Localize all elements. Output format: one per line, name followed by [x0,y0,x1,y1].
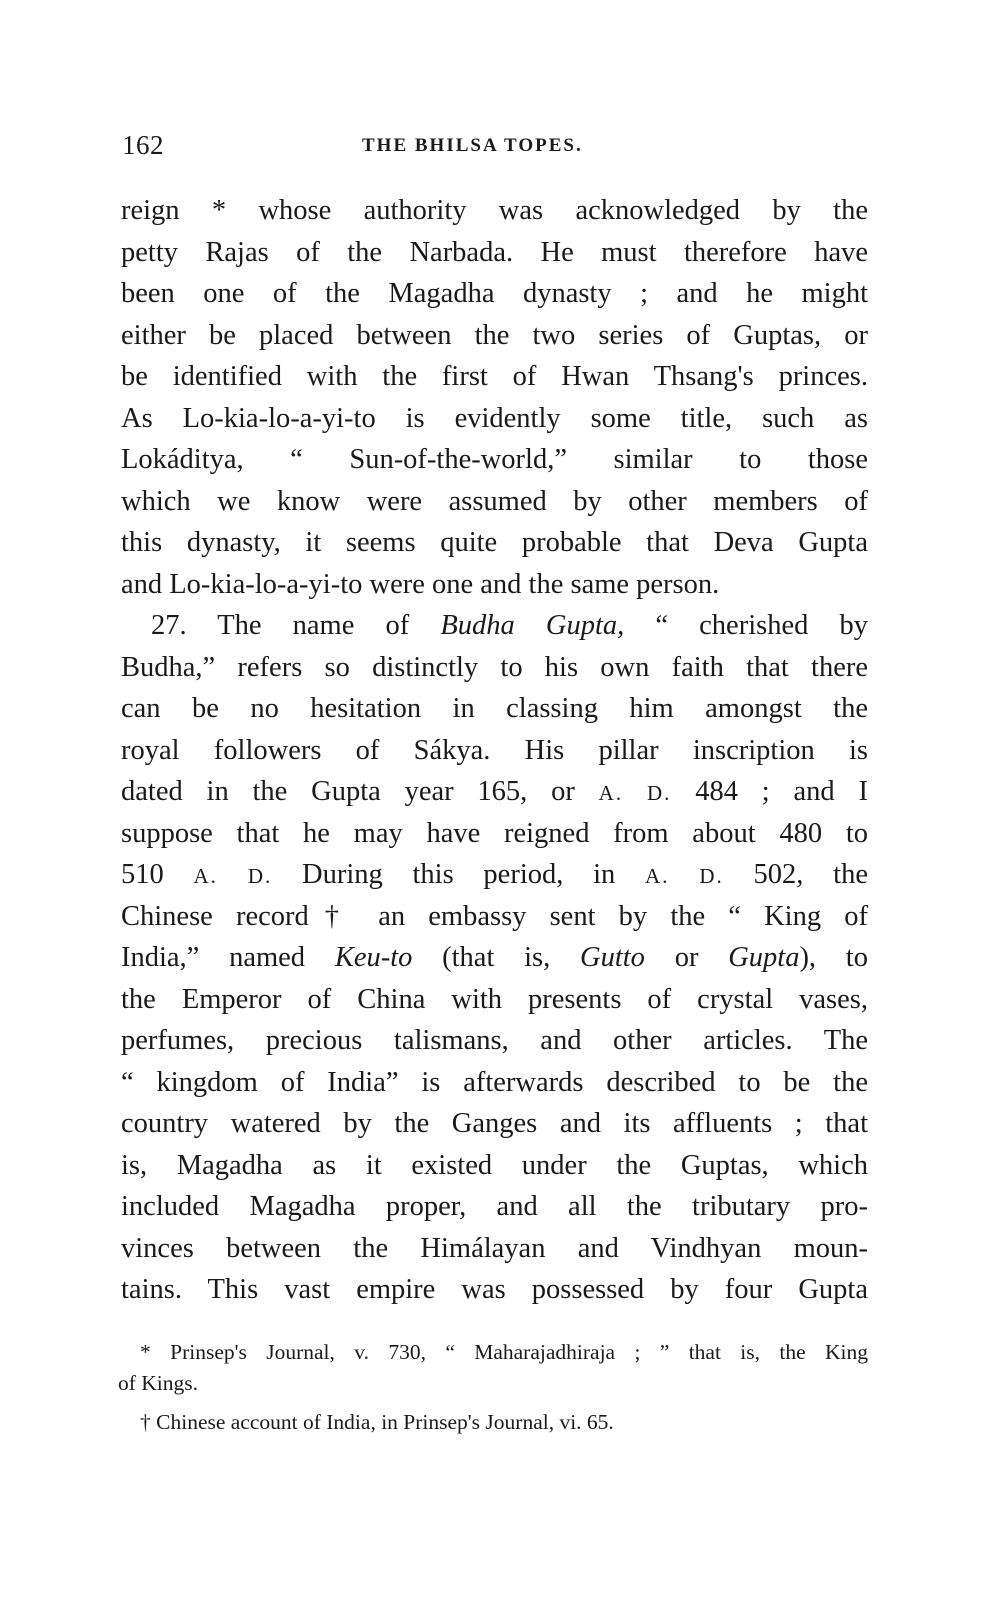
text-line [121,605,868,647]
text-line: reign * whose authority was acknowledged by the [121,195,868,226]
text-run: dated in the Gupta year 165, or [121,776,599,807]
page-number: 162 [122,130,164,160]
italic-name: Keu-to [334,942,413,973]
footnotes [118,1337,868,1438]
text-run: 27. The name of [151,610,441,641]
footnote-line: † Chinese account of India, in Prinsep's Journal, vi. 65. [140,1410,614,1434]
text-line: As Lo-kia-lo-a-yi-to is evidently some title, such as [121,402,868,434]
footnote-line: of Kings. [118,1371,199,1395]
text-line: this dynasty, it seems quite probable that Deva Gupta [121,527,868,558]
italic-name: Gupta [728,942,800,973]
text-line: included Magadha proper, and all the tributary pro- [121,1191,868,1222]
main-text [121,190,868,1311]
text-line: is, Magadha as it existed under the Guptas, which [121,1149,868,1181]
text-run: (that is, [412,942,581,973]
text-run: or [644,942,729,973]
era-abbrev: A. D. [645,864,724,888]
text-run: India,” named [121,942,335,973]
text-line: suppose that he may have reigned from about 480 to [121,817,868,849]
text-run: During this period, in [272,859,646,890]
text-line: which we know were assumed by other members of [121,485,868,517]
text-line [121,937,868,979]
text-run: 484 ; and I [671,776,868,807]
italic-name: Budha Gupta, [440,610,625,641]
text-run: ), to [799,942,868,973]
text-line: Lokáditya, “ Sun-of-the-world,” similar to those [121,444,868,475]
text-line: and Lo-kia-lo-a-yi-to were one and the same person. [121,568,720,600]
text-line: can be no hesitation in classing him amongst the [121,693,868,724]
text-line: either be placed between the two series of Guptas, or [121,319,868,351]
text-run: 502, the [723,859,868,890]
text-line: vinces between the Himálayan and Vindhyan moun- [121,1232,868,1264]
era-abbrev: A. D. [193,864,273,888]
text-line [121,771,868,813]
text-run: 510 [121,859,194,890]
text-line: be identified with the first of Hwan Thsang's princes. [121,361,868,392]
text-line: country watered by the Ganges and its affluents ; that [121,1108,868,1139]
running-title: THE BHILSA TOPES. [362,135,583,156]
text-run: “ cherished by [624,610,868,641]
footnote-line: * Prinsep's Journal, v. 730, “ Maharajadhiraja ; ” that is, the King [140,1340,868,1364]
text-line: been one of the Magadha dynasty ; and he might [121,278,868,309]
text-line: royal followers of Sákya. His pillar inscription is [121,734,868,766]
page-header [122,130,867,170]
text-line [121,854,868,896]
text-line: the Emperor of China with presents of crystal vases, [121,983,868,1015]
era-abbrev: A. D. [598,781,672,805]
text-line: perfumes, precious talismans, and other articles. The [121,1025,868,1056]
text-line: Chinese record† an embassy sent by the “ King of [121,900,868,932]
text-line: tains. This vast empire was possessed by four Gupta [121,1274,868,1305]
text-line: petty Rajas of the Narbada. He must therefore have [121,236,868,268]
text-line: Budha,” refers so distinctly to his own faith that there [121,651,868,683]
text-line: “ kingdom of India” is afterwards described to be the [121,1066,868,1098]
footnote-gap [118,1399,868,1407]
italic-name: Gutto [580,942,645,973]
